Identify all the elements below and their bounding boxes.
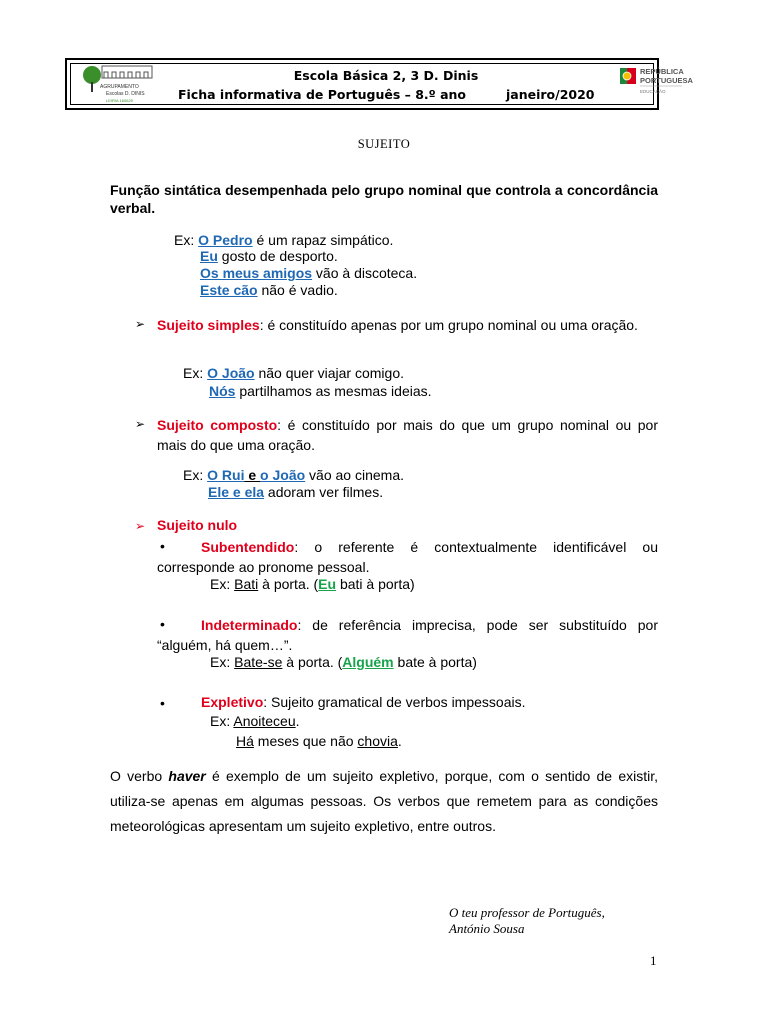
subentendido-example-mid: à porta. ( xyxy=(258,576,319,592)
page-number: 1 xyxy=(650,953,657,968)
subentendido-term: Subentendido xyxy=(201,539,295,555)
verb-haver: haver xyxy=(168,768,206,784)
school-name: Escola Básica 2, 3 D. Dinis xyxy=(293,68,479,83)
indeterminado-desc: : de referência imprecisa, pode ser substituído por “alguém, há quem…”. xyxy=(157,617,658,653)
subject-o-joao-2: o João xyxy=(260,467,306,483)
expletivo-example-2 xyxy=(236,733,402,749)
expletivo-example-1 xyxy=(210,713,300,729)
verb-chovia: chovia xyxy=(357,733,398,749)
ex-label: Ex: xyxy=(183,467,204,483)
example-1-rest: é um rapaz simpático. xyxy=(252,232,394,248)
example-2 xyxy=(200,248,338,264)
verb-bati: Bati xyxy=(234,576,259,592)
expletivo-example-1-end: . xyxy=(295,713,300,729)
expletivo-definition xyxy=(201,694,525,710)
indeterminado-definition xyxy=(157,615,658,655)
subject-nos: Nós xyxy=(209,383,236,399)
closing-part-1: O verbo xyxy=(110,768,169,784)
simples-term: Sujeito simples xyxy=(157,317,260,333)
ex-label: Ex: xyxy=(183,365,204,381)
example-3 xyxy=(200,265,417,281)
republica-logo xyxy=(616,64,698,98)
verb-ha: Há xyxy=(236,733,254,749)
simples-definition xyxy=(157,315,658,335)
indeterminado-example-end: bate à porta) xyxy=(393,654,477,670)
subject-o-pedro: O Pedro xyxy=(198,232,253,248)
composto-example-2-rest: adoram ver filmes. xyxy=(264,484,384,500)
composto-example-2 xyxy=(208,484,383,500)
signature-line-2: António Sousa xyxy=(449,921,525,936)
verb-anoiteceu: Anoiteceu xyxy=(233,713,296,729)
subject-alguem: Alguém xyxy=(342,654,394,670)
ex-label: Ex: xyxy=(210,654,235,670)
simples-example-2 xyxy=(209,383,432,399)
subentendido-example xyxy=(210,576,415,592)
expletivo-desc: : Sujeito gramatical de verbos impessoais. xyxy=(263,694,526,710)
simples-desc: : é constituído apenas por um grupo nominal ou uma oração. xyxy=(259,317,638,333)
composto-example-1 xyxy=(183,467,404,483)
page-title: SUJEITO xyxy=(357,137,411,151)
subject-o-rui: O Rui xyxy=(207,467,245,483)
example-2-rest: gosto de desporto. xyxy=(217,248,338,264)
ex-label: Ex: xyxy=(210,576,235,592)
bullet-icon: • xyxy=(160,695,165,711)
composto-definition xyxy=(157,415,658,455)
example-3-rest: vão à discoteca. xyxy=(312,265,418,281)
arrow-icon: ➢ xyxy=(135,417,146,431)
subject-os-meus-amigos: Os meus amigos xyxy=(200,265,313,281)
republica-text-1: REPÚBLICA xyxy=(640,67,684,76)
school-logo-text-1: AGRUPAMENTO xyxy=(100,84,139,90)
subentendido-desc: : o referente é contextualmente identificável ou corresponde ao pronome pessoal. xyxy=(157,539,658,575)
sheet-title: Ficha informativa de Português – 8.º ano xyxy=(178,87,467,102)
verb-bate-se: Bate-se xyxy=(234,654,283,670)
subentendido-example-end: bati à porta) xyxy=(336,576,415,592)
indeterminado-example-mid: à porta. ( xyxy=(282,654,343,670)
bullet-icon: • xyxy=(160,538,165,554)
sheet-date: janeiro/2020 xyxy=(506,87,595,102)
composto-example-1-rest: vão ao cinema. xyxy=(305,467,405,483)
closing-part-2: é exemplo de um sujeito expletivo, porque, com o sentido de existir, utiliza-se apenas em algumas pessoas. Os verbos que remetem para as condições meteorológicas apresentam um sujeito expletivo, entre outros. xyxy=(110,768,658,834)
subentendido-definition xyxy=(157,537,658,577)
simples-example-1-rest: não quer viajar comigo. xyxy=(254,365,405,381)
simples-example-1 xyxy=(183,365,404,381)
subject-and: e xyxy=(244,467,261,483)
subject-ele-e-ela: Ele e ela xyxy=(208,484,265,500)
composto-desc: : é constituído por mais do que um grupo nominal ou por mais do que uma oração. xyxy=(157,417,659,453)
example-4-rest: não é vadio. xyxy=(257,282,338,298)
example-1 xyxy=(174,232,393,248)
subject-eu: Eu xyxy=(200,248,218,264)
republica-text-3: EDUCAÇÃO xyxy=(640,89,666,94)
expletivo-term: Expletivo xyxy=(201,694,264,710)
subject-o-joao: O João xyxy=(207,365,255,381)
signature-line-1: O teu professor de Português, xyxy=(449,905,605,920)
expletivo-example-2-end: . xyxy=(397,733,402,749)
ex-label: Ex: xyxy=(174,232,195,248)
ex-label: Ex: xyxy=(210,713,234,729)
subject-este-cao: Este cão xyxy=(200,282,258,298)
closing-paragraph xyxy=(110,764,658,839)
subject-eu-green: Eu xyxy=(318,576,337,592)
school-logo-text-3: LEIRIA 160629 xyxy=(106,98,133,103)
republica-text-2: PORTUGUESA xyxy=(640,76,693,85)
definition-text: Função sintática desempenhada pelo grupo nominal que controla a concordância verbal. xyxy=(110,182,658,216)
school-logo-text-2: Escolas D. DINIS xyxy=(106,91,145,97)
indeterminado-example xyxy=(210,654,477,670)
arrow-icon: ➢ xyxy=(135,519,146,533)
example-4 xyxy=(200,282,338,298)
composto-term: Sujeito composto xyxy=(157,417,278,433)
nulo-term: Sujeito nulo xyxy=(157,517,238,533)
indeterminado-term: Indeterminado xyxy=(201,617,298,633)
bullet-icon: • xyxy=(160,616,165,632)
arrow-icon: ➢ xyxy=(135,317,146,331)
expletivo-example-2-mid: meses que não xyxy=(253,733,358,749)
simples-example-2-rest: partilhamos as mesmas ideias. xyxy=(235,383,432,399)
